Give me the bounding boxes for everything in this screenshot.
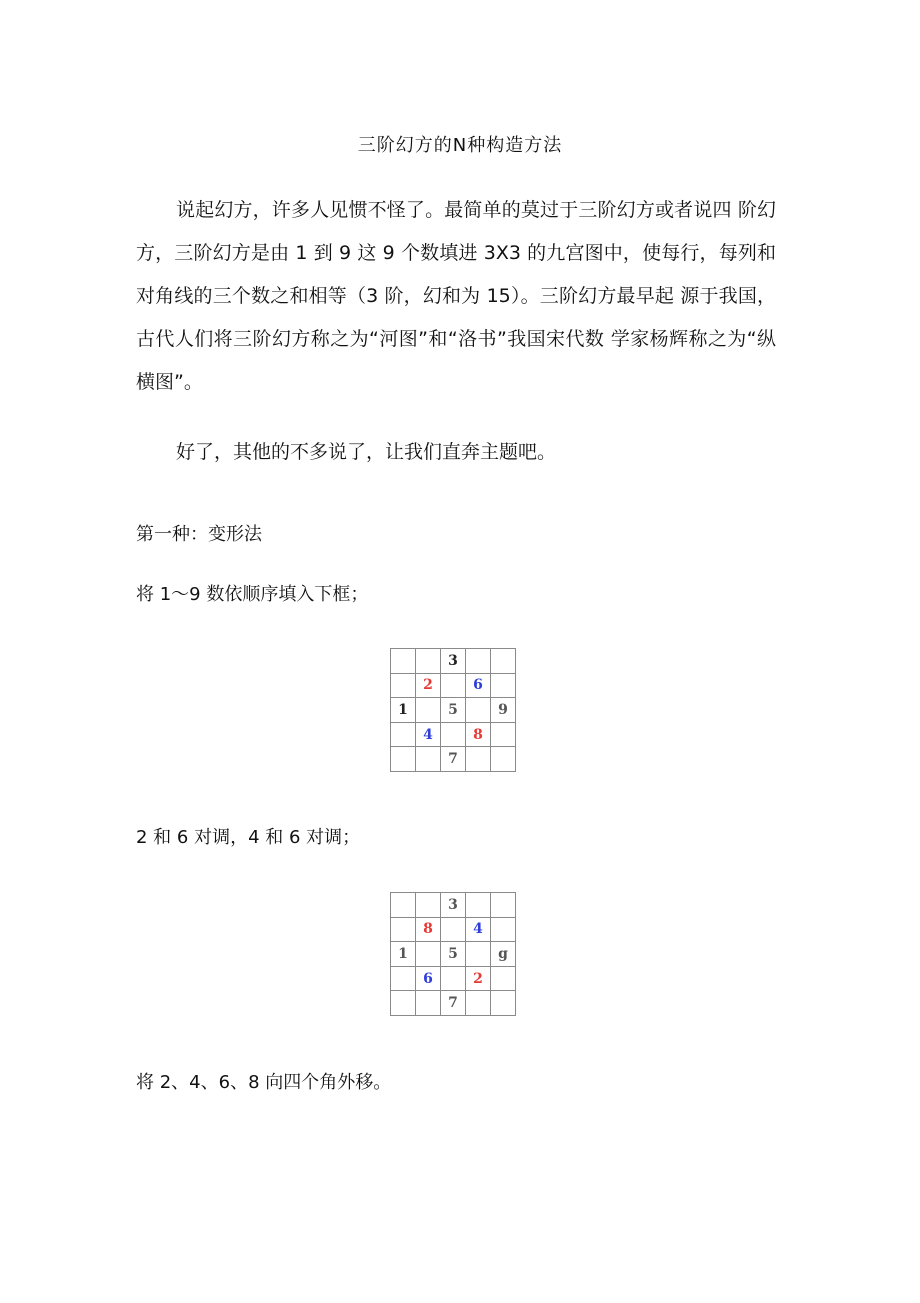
grid-cell: 9: [491, 698, 516, 723]
grid-cell: [466, 747, 491, 772]
grid-row: [391, 991, 516, 1016]
grid-cell: [491, 722, 516, 747]
magic-square-grid-swapped: [390, 892, 516, 1016]
grid-cell: [391, 917, 416, 942]
grid-cell: 6: [466, 673, 491, 698]
grid-cell: [416, 893, 441, 918]
page-title: 三阶幻方的N种构造方法: [357, 135, 563, 156]
grid-cell: 4: [466, 917, 491, 942]
grid-cell: [466, 698, 491, 723]
grid-cell: 2: [416, 673, 441, 698]
grid-cell: 3: [441, 649, 466, 674]
grid-cell: 6: [416, 966, 441, 991]
instruction-fill-grid: 将 1〜9 数依顺序填入下框；: [136, 584, 369, 605]
grid-cell: 1: [391, 698, 416, 723]
transition-paragraph: 好了，其他的不多说了，让我们直奔主题吧。: [176, 441, 557, 463]
grid-cell: 3: [441, 893, 466, 918]
grid-cell: 5: [441, 942, 466, 967]
grid-cell: 7: [441, 991, 466, 1016]
grid-row: [391, 649, 516, 674]
grid-row: [391, 673, 516, 698]
grid-cell: 7: [441, 747, 466, 772]
grid-cell: [416, 991, 441, 1016]
grid-cell: [441, 917, 466, 942]
grid-cell: [491, 747, 516, 772]
grid-row: [391, 698, 516, 723]
grid-cell: 8: [416, 917, 441, 942]
grid-cell: 5: [441, 698, 466, 723]
instruction-move-corners: 将 2、4、6、8 向四个角外移。: [136, 1072, 392, 1093]
grid-cell: 4: [416, 722, 441, 747]
grid-cell: [391, 966, 416, 991]
grid-cell: [391, 991, 416, 1016]
grid-cell: [416, 698, 441, 723]
grid-cell: [491, 966, 516, 991]
grid-cell: [391, 893, 416, 918]
grid-cell: [391, 747, 416, 772]
grid-cell: 2: [466, 966, 491, 991]
magic-square-grid-initial: [390, 648, 516, 772]
grid-cell: [416, 649, 441, 674]
intro-paragraph: 说起幻方，许多人见惯不怪了。最简单的莫过于三阶幻方或者说四 阶幻方，三阶幻方是由 1 到 9 这 9 个数填进 3X3 的九宫图中，使每行，每列和对角线的三个数之和相等（3 阶，幻和为 15）。三阶幻方最早起 源于我国，古代人们将三阶幻方称之为“河图”和“洛书”我国宋代数 学家杨辉称之为“纵横图”。: [136, 199, 776, 393]
grid-cell: [441, 673, 466, 698]
grid-cell: g: [491, 942, 516, 967]
instruction-swap: 2 和 6 对调，4 和 6 对调；: [136, 827, 361, 848]
grid-cell: [466, 942, 491, 967]
grid-cell: [466, 893, 491, 918]
grid-row: [391, 917, 516, 942]
grid-cell: [391, 649, 416, 674]
grid-row: [391, 942, 516, 967]
method-heading: 第一种：变形法: [136, 524, 262, 545]
grid-cell: [491, 917, 516, 942]
grid-cell: [441, 722, 466, 747]
grid-cell: [416, 942, 441, 967]
grid-cell: [491, 649, 516, 674]
grid-cell: [491, 893, 516, 918]
grid-cell: [466, 991, 491, 1016]
grid-cell: [491, 673, 516, 698]
grid-cell: 1: [391, 942, 416, 967]
grid-cell: [441, 966, 466, 991]
grid-cell: [416, 747, 441, 772]
grid-cell: [391, 673, 416, 698]
grid-row: [391, 722, 516, 747]
grid-cell: [491, 991, 516, 1016]
grid-row: [391, 747, 516, 772]
grid-cell: [466, 649, 491, 674]
grid-cell: 8: [466, 722, 491, 747]
grid-cell: [391, 722, 416, 747]
grid-row: [391, 893, 516, 918]
grid-row: [391, 966, 516, 991]
